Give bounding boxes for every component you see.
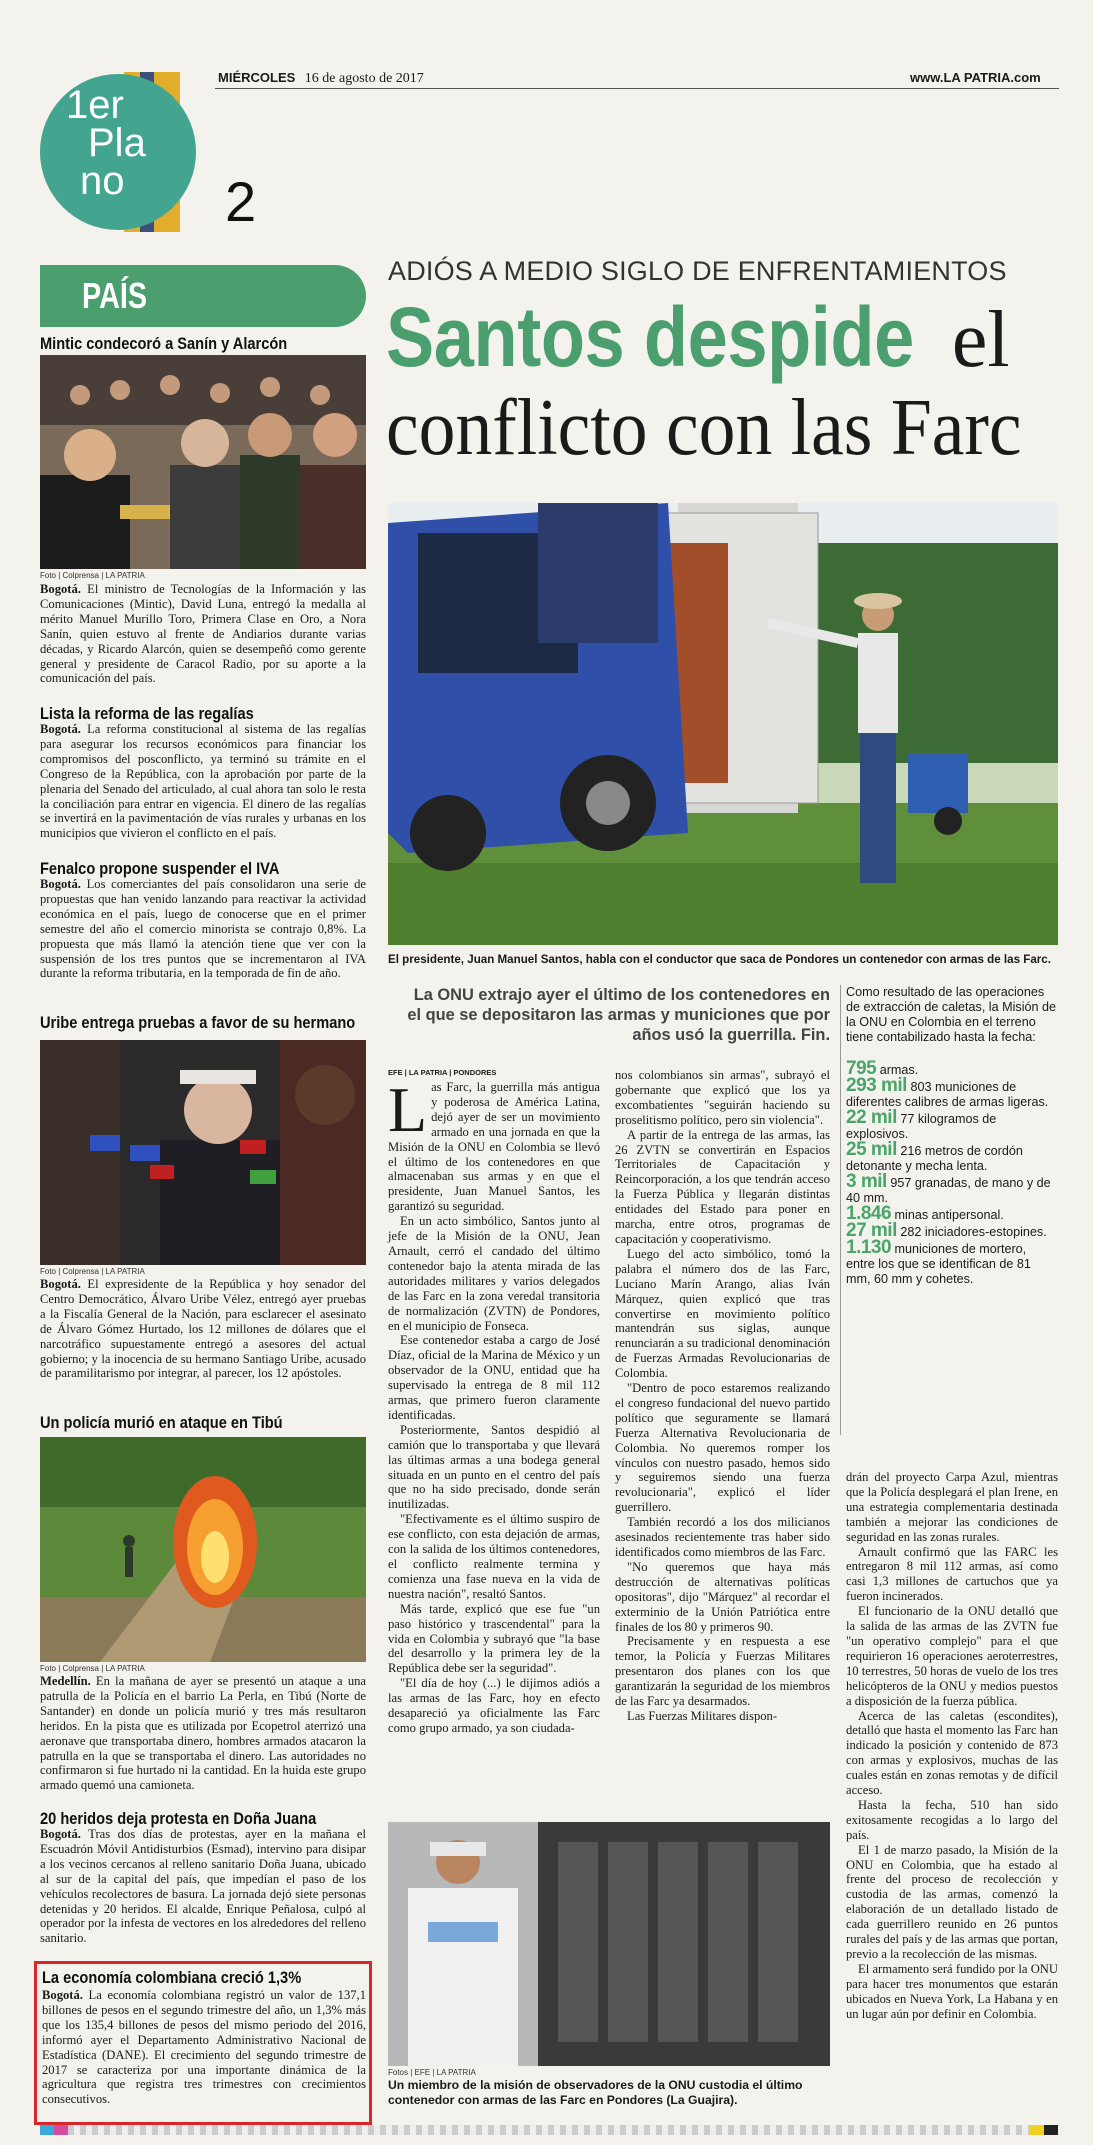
main-photo-caption: El presidente, Juan Manuel Santos, habla con el conductor que saca de Pondores un contenedor con armas de las Farc. [388, 953, 1051, 966]
main-headline: Santos despide el conflicto con las Farc [386, 290, 1022, 472]
photo-credit: Foto | Colprensa | LA PATRIA [40, 1664, 145, 1673]
main-column-3: drán del proyecto Carpa Azul, mientras que la Policía desplegará el plan Irene, en una estrategia complementaria destinada también a mejorar las condiciones de seguridad en las zonas rurales. Arnault confirmó que las FARC les entregaron 8 mil 112 armas, así como casi 1,3 millones de cartuchos que ya fueron incinerados. El funcionario de la ONU detalló que la salida de las armas de las ZVTN fue "un operativo complejo" para el que requirieron 16 operaciones aeroterrestres, 10 terrestres, 50 horas de vuelo de los tres helicópteros de la ONU y medios puestos a disposición de la fuerza pública. Acerca de las caletas (escondites), detalló que hasta el momento las Farc han indicado la posición y contenido de 873 con armas y explosivos, muchas de las cuales están en zonas remotas y de difícil acceso. Hasta la fecha, 510 han sido exitosamente recogidas a lo largo del país. El 1 de marzo pasado, la Misión de la ONU en Colombia, que ha estado al frente del proceso de recolección y custodia de las armas, comenzó la elaboración de un detallado listado de cada guerrillero reunido en 26 puntos rurales del país y de las armas que portan, previo a la recolección de las mismas. El armamento será fundido por la ONU para hacer tres monumentos que estarán ubicados en Nueva York, La Habana y en un lugar aún por definir en Colombia. [846, 1470, 1058, 2021]
photo-mintic-ceremony [40, 355, 366, 569]
stat-item: 1.130 municiones de mortero, entre los que se identifican de 81 mm, 60 mm y cohetes. [846, 1237, 1031, 1286]
sidebar-title: La economía colombiana creció 1,3% [42, 1968, 302, 1987]
stats-intro: Como resultado de las operaciones de extracción de caletas, la Misión de la ONU en Colombia en el terreno tiene contabilizado hasta la fecha: [846, 985, 1057, 1044]
stat-item: 795 armas. [846, 1058, 919, 1079]
sidebar-title: Mintic condecoró a Sanín y Alarcón [40, 334, 288, 353]
photo-credit: Foto | Colprensa | LA PATRIA [40, 571, 145, 580]
stat-item: 293 mil 803 municiones de diferentes calibres de armas ligeras. [846, 1075, 1049, 1109]
sidebar-body: Bogotá. La economía colombiana registró un valor de 137,1 billones de pesos en el segundo trimestre del año, un 1,3% más que los 135,4 billones de pesos del mismo periodo del 2016, informó ayer el Departamento Administrativo Nacional de Estadística (DANE). El crecimiento del segundo trimestre de 2017 se caracteriza por una importante dinámica de la agricultura que registra tres trimestres con crecimientos consecutivos. [42, 1988, 366, 2107]
stats-box [846, 985, 1058, 1287]
sidebar-body: Medellín. En la mañana de ayer se presentó un ataque a una patrulla de la Policía en el barrio La Perla, en Tibú (Norte de Santander) en donde un policía murió y tres más resultaron heridos. En la pista que es utilizada por Ecopetrol aterrizó una aeronave que transportaba dinero, hombres armados atacaron la patrulla en la que se transportaba el dinero. Las autoridades no confirmaron si fue hurtado ni la cantidad. En la huida este grupo armado quemó una camioneta. [40, 1674, 366, 1793]
print-color-strip [40, 2125, 1058, 2135]
photo-tibu-fire [40, 1437, 366, 1662]
sidebar-body: Bogotá. El expresidente de la República y hoy senador del Centro Democrático, Álvaro Uribe Vélez, entregó ayer pruebas a la Fiscalía General de la Nación, para esclarecer el asesinato de Álvaro Gómez Hurtado, los 12 millones de dólares que el narcotráfico supuestamente entregó a asesores del actual gobierno; y la inocencia de su hermano Santiago Uribe, acusado de paramilitarismo por integrar, al parecer, los 12 apóstoles. [40, 1277, 366, 1381]
photo2-caption: Un miembro de la misión de observadores de la ONU custodia el último contenedor con armas de las Farc en Pondores (La Guajira). [388, 2078, 803, 2107]
main-photo-truck [388, 503, 1058, 945]
sidebar-title: Fenalco propone suspender el IVA [40, 859, 280, 878]
logo-text: 1er Pla no [66, 83, 146, 203]
sidebar-body: Bogotá. El ministro de Tecnologías de la Información y las Comunicaciones (Mintic), David Luna, entregó la medalla al mérito Manuel Murillo Toro, Primera Clase en Oro, a Nora Sanín, quien estuvo al frente de Andiarios durante varias décadas, y Ricardo Alarcón, quien se desempeñó como gerente general y presidente de Caracol Radio, por su aporte a la comunicación del país. [40, 582, 366, 686]
header-rule [215, 88, 1059, 89]
sidebar-title: Un policía murió en ataque en Tibú [40, 1413, 283, 1432]
header-date: MIÉRCOLES 16 de agosto de 2017 [218, 70, 424, 86]
stat-item: 25 mil 216 metros de cordón detonante y mecha lenta. [846, 1139, 1023, 1173]
sidebar-title: Uribe entrega pruebas a favor de su hermano [40, 1013, 356, 1032]
main-byline: EFE | LA PATRIA | PONDORES [388, 1068, 497, 1077]
page-number: 2 [225, 170, 257, 233]
sidebar-body: Bogotá. Tras dos días de protestas, ayer en la mañana el Escuadrón Móvil Antidisturbios (Esmad), intervino para disipar a los vecinos cercanos al relleno sanitario Doña Juana, ubicado al sur de la capital del país, que impedían el paso de los vehículos recolectores de basura. La jornada dejó siete personas detenidas y 20 heridos. El alcalde, Enrique Peñalosa, culpó al operador por la infesta de vectores en los alrededores del relleno sanitario. [40, 1827, 366, 1946]
stat-item: 3 mil 957 granadas, de mano y de 40 mm. [846, 1171, 1051, 1205]
photo-uribe-press [40, 1040, 366, 1265]
dropcap: L [388, 1074, 428, 1145]
sidebar-title: Lista la reforma de las regalías [40, 704, 254, 723]
main-lead: La ONU extrajo ayer el último de los contenedores en el que se depositaron las armas y municiones que por años usó la guerrilla. Fin. [407, 986, 830, 1044]
header-site[interactable]: www.LA PATRIA.com [910, 70, 1041, 85]
sidebar-body: Bogotá. Los comerciantes del país consolidaron una serie de propuestas que han venido lanzando para reactivar la actividad económica en el país, luego de conocerse que en el primer semestre del año el comercio minorista se contrajo 0,8%. La propuesta que más llamó la atención tiene que ver con la suspensión de los tres puntos que se incrementaron al IVA durante la reforma tributaria, en la temporada de fin de año. [40, 877, 366, 981]
sidebar-body: Bogotá. La reforma constitucional al sistema de las regalías para asegurar los recursos económicos para financiar los compromisos del posconflicto, ya terminó su trámite en el Congreso de la República, con la aprobación por parte de la plenaria del Senado del articulado, al cual ahora tan solo le resta la conciliación para entrar en vigencia. El dinero de las regalías se invertirá en la pavimentación de vías rurales y urbanas en los municipios que vivieron el conflicto en el país. [40, 722, 366, 841]
stat-item: 22 mil 77 kilogramos de explosivos. [846, 1107, 997, 1141]
photo-containers [388, 1822, 830, 2066]
sidebar-title: 20 heridos deja protesta en Doña Juana [40, 1809, 317, 1828]
photo-credit: Foto | Colprensa | LA PATRIA [40, 1267, 145, 1276]
main-column-2: nos colombianos sin armas", subrayó el gobernante que explicó que los ya excombatientes "seguirán haciendo su proselitismo político, pero sin violencia". A partir de la entrega de las armas, las 26 ZVTN se convertirán en Espacios Territoriales de Capacitación y Reincorporación, a los que tendrán acceso la Fuerza Pública y llegarán distintas entidades del Estado para poner en marcha, entre otros, programas de capacitación y cooperativismo. Luego del acto simbólico, tomó la palabra el número dos de las Farc, Luciano Marín Arango, alias Iván Márquez, quien explicó que tras convertirse en movimiento político mantendrán sus siglas, aunque renunciarán a su tradicional denominación de Fuerzas Armadas Revolucionarias de Colombia. "Dentro de poco estaremos realizando el congreso fundacional del nuevo partido político que seguramente se llamará Fuerza Alternativa Revolucionaria de Colombia. No queremos romper los vínculos con nuestro pasado, hemos sido y seguiremos siendo una fuerza revolucionaria", explicó el líder guerrillero. También recordó a los dos milicianos asesinados recientemente tras haber sido identificados como miembros de las Farc. "No queremos que haya más destrucción de alternativas políticas opositoras", dijo "Márquez" al recordar el exterminio de la Unión Patriótica entre finales de los 80 y primeros 90. Precisamente y en respuesta a ese temor, la Policía y Fuerzas Militares presentaron dos planes con los que garantizarán la seguridad de los miembros de las Farc ya desarmados. Las Fuerzas Militares dispon- [615, 1068, 830, 1723]
stat-item: 27 mil 282 iniciadores-estopines. [846, 1220, 1047, 1241]
stat-item: 1.846 minas antipersonal. [846, 1203, 1004, 1224]
photo2-credit: Fotos | EFE | LA PATRIA [388, 2068, 476, 2077]
main-column-1: L as Farc, la guerrilla más antigua y poderosa de América Latina, dejó ayer de ser un movimiento armado en una jornada en que la Misión de la ONU en Colombia se llevó el último de los contenedores en que almacenaban sus armas y en que el presidente, Juan Manuel Santos, les garantizó su seguridad. En un acto simbólico, Santos junto al jefe de la Misión de la ONU, Jean Arnault, cerró el candado del último contenedor bajo la atenta mirada de las autoridades militares y varios delegados de las Farc en la zona veredal transitoria de normalización (ZVTN) de Pondores, en el municipio de Fonseca. Ese contenedor estaba a cargo de José Díaz, oficial de la Marina de México y un observador de la ONU, entidad que ha supervisado la entrega de 8 mil 112 armas, que primero fueron claramente identificadas. Posteriormente, Santos despidió al camión que lo transportaba y que llevará las últimas armas a una bodega general situada en un punto en el centro del país que no ha sido precisado, donde serán inutilizadas. "Efectivamente es el último suspiro de ese conflicto, con esta dejación de armas, con la salida de los últimos contenedores, el conflicto realmente termina y comienza una fase nueva en la vida de nuestra nación", resaltó Santos. Más tarde, explicó que ese fue "un paso histórico y trascendental" para la vida en Colombia y subrayó que "la base del desarrollo y la primera ley de la República debe ser la seguridad". "El día de hoy (...) le dijimos adiós a las armas de las Farc, hoy en efecto desapareció ya oficialmente las Farc como grupo armado, ya son ciudada- [388, 1074, 600, 1735]
section-label: PAÍS [40, 265, 366, 327]
main-kicker: ADIÓS A MEDIO SIGLO DE ENFRENTAMIENTOS [388, 256, 1007, 286]
